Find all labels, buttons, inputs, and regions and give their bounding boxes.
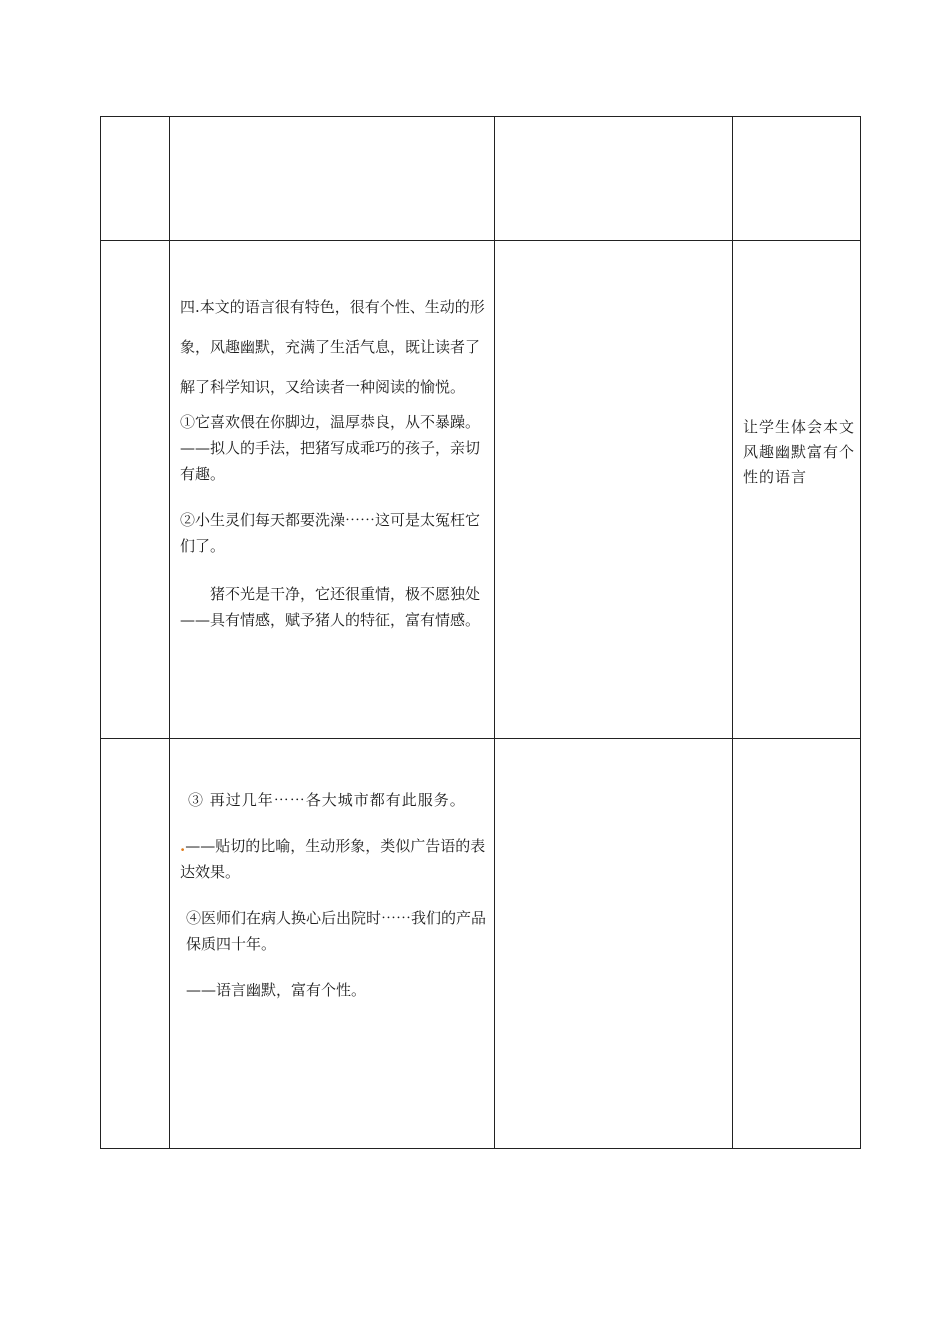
example-one: ①它喜欢偎在你脚边，温厚恭良，从不暴躁。——拟人的手法，把猪写成乖巧的孩子，亲切有趣。 bbox=[180, 413, 481, 483]
table-cell-content bbox=[170, 241, 495, 739]
table-cell-content bbox=[170, 739, 495, 1149]
table-cell bbox=[101, 241, 170, 739]
table-cell bbox=[495, 117, 733, 241]
table-row bbox=[101, 739, 861, 1149]
lesson-plan-table bbox=[100, 116, 861, 1149]
table-cell bbox=[170, 117, 495, 241]
table-row bbox=[101, 117, 861, 241]
teaching-purpose: 让学生体会本文风趣幽默富有个性的语言 bbox=[743, 418, 856, 486]
example-three-note-line bbox=[180, 833, 486, 885]
table-cell bbox=[101, 117, 170, 241]
example-two: ②小生灵们每天都要洗澡⋯⋯这可是太冤枉它们了。 bbox=[180, 511, 481, 555]
orange-dot: . bbox=[180, 837, 186, 855]
example-four: ④医师们在病人换心后出院时⋯⋯我们的产品保质四十年。 bbox=[186, 909, 487, 953]
table-cell bbox=[495, 241, 733, 739]
example-two-note: 猪不光是干净，它还很重情，极不愿独处——具有情感，赋予猪人的特征，富有情感。 bbox=[180, 585, 481, 629]
table-cell bbox=[495, 739, 733, 1149]
table-cell bbox=[101, 739, 170, 1149]
example-three-note: ——贴切的比喻，生动形象，类似广告语的表达效果。 bbox=[180, 837, 486, 881]
table-cell-purpose bbox=[733, 241, 861, 739]
section-four-intro: 四.本文的语言很有特色，很有个性、生动的形象，风趣幽默，充满了生活气息，既让读者了解了科学知识，又给读者一种阅读的愉悦。 bbox=[180, 298, 485, 396]
table-row bbox=[101, 241, 861, 739]
table-cell bbox=[733, 117, 861, 241]
example-three: ③ 再过几年⋯⋯各大城市都有此服务。 bbox=[188, 791, 466, 809]
example-four-note: ——语言幽默，富有个性。 bbox=[186, 981, 367, 999]
table-cell bbox=[733, 739, 861, 1149]
